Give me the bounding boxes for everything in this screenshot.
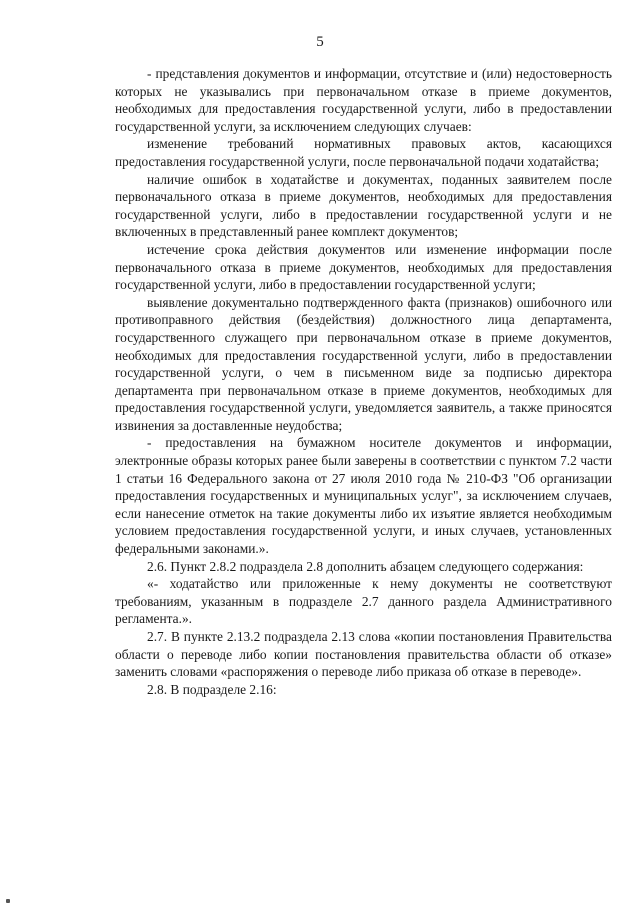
- page-number: 5: [316, 34, 324, 50]
- paragraph-paper-documents: - предоставления на бумажном носителе документов и информации, электронные образы которых ранее были заверены в соответствии с пунктом 7.2 части 1 статьи 16 Федерального закона от 27 июля 2010 года № 210-ФЗ "Об организации предоставления государственных и муниципальных услуг", за исключением случаев, если нанесение отметок на такие документы либо их изъятие является необходимым условием предоставления государственной услуги, и иных случаев, установленных федеральными законами.».: [115, 435, 612, 557]
- paragraph-item-2-8: 2.8. В подразделе 2.16:: [147, 681, 277, 697]
- paragraph-errors-in-petition: наличие ошибок в ходатайстве и документах, поданных заявителем после первоначального отказа в приеме документов, необходимых для предоставления государственной услуги, либо в предоставлении государственной услуги и не включенных в представленный ранее комплект документов;: [115, 171, 612, 240]
- paragraph-item-2-7: 2.7. В пункте 2.13.2 подраздела 2.13 слова «копии постановления Правительства области о переводе либо копии постановления правительства области об отказе» заменить словами «распоряжения о переводе либо приказа об отказе в переводе».: [115, 629, 612, 680]
- paragraph-item-2-6: 2.6. Пункт 2.8.2 подраздела 2.8 дополнить абзацем следующего содержания:: [147, 558, 584, 574]
- scan-speck: [6, 899, 10, 903]
- document-body: [115, 65, 612, 698]
- paragraph-petition-noncompliance: «- ходатайство или приложенные к нему документы не соответствуют требованиям, указанным в подразделе 2.7 данного раздела Административного регламента.».: [115, 576, 612, 627]
- paragraph-documents-expired: истечение срока действия документов или изменение информации после первоначального отказа в приеме документов, необходимых для предоставления государственной услуги, либо в предоставлении государственной услуги;: [115, 241, 612, 293]
- paragraph-requirements-change: изменение требований нормативных правовых актов, касающихся предоставления государственной услуги, после первоначальной подачи ходатайства;: [115, 136, 612, 169]
- paragraph-erroneous-action: выявление документально подтвержденного факта (признаков) ошибочного или противоправного действия (бездействия) должностного лица департамента, государственного служащего при первоначальном отказе в приеме документов, необходимых для предоставления государственной услуги, либо в предоставлении государственной услуги, о чем в письменном виде за подписью директора департамента при первоначальном отказе в приеме документов, необходимых для предоставления государственной услуги, уведомляется заявитель, а также приносятся извинения за доставленные неудобства;: [115, 294, 612, 433]
- paragraph-documents-not-indicated: - представления документов и информации, отсутствие и (или) недостоверность которых не указывались при первоначальном отказе в приеме документов, необходимых для предоставления государственной услуги, либо в предоставлении государственной услуги, за исключением следующих случаев:: [115, 66, 612, 134]
